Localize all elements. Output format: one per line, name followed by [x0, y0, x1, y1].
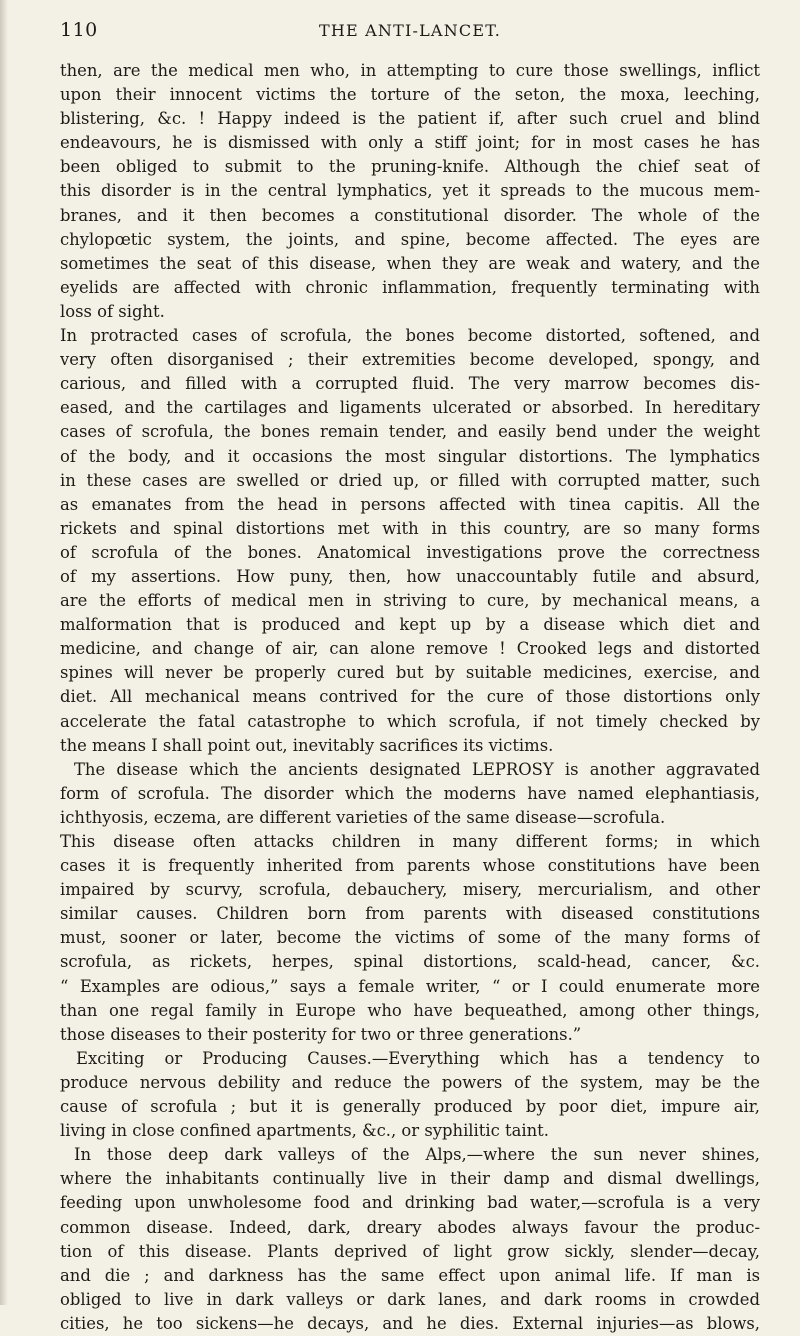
- text-line: cases of scrofula, the bones remain tender, and easily bend under the weight: [60, 422, 760, 442]
- text-line: impaired by scurvy, scrofula, debauchery, misery, mercurialism, and other: [60, 880, 760, 900]
- text-line: medicine, and change of air, can alone remove ! Crooked legs and distorted: [60, 639, 760, 659]
- text-line: produce nervous debility and reduce the powers of the system, may be the: [60, 1072, 760, 1092]
- body-text: [60, 59, 760, 1336]
- text-line: of scrofula of the bones. Anatomical investigations prove the correctness: [60, 542, 760, 562]
- text-line: living in close confined apartments, &c., or syphilitic taint.: [60, 1121, 549, 1141]
- text-line: sometimes the seat of this disease, when they are weak and watery, and the: [60, 253, 760, 273]
- text-line: the means I shall point out, inevitably sacrifices its victims.: [60, 735, 554, 755]
- text-line: similar causes. Children born from parents with diseased constitutions: [60, 904, 760, 924]
- text-line: cities, he too sickens—he decays, and he dies. External injuries—as blows,: [60, 1313, 760, 1333]
- text-line: cases it is frequently inherited from parents whose constitutions have been: [60, 856, 760, 876]
- text-line: obliged to live in dark valleys or dark lanes, and dark rooms in crowded: [60, 1289, 760, 1309]
- text-line: malformation that is produced and kept up by a disease which diet and: [60, 615, 760, 635]
- text-line: are the efforts of medical men in striving to cure, by mechanical means, a: [60, 591, 760, 611]
- page-header: [60, 19, 760, 43]
- text-line: In those deep dark valleys of the Alps,—where the sun never shines,: [74, 1145, 760, 1165]
- text-line: very often disorganised ; their extremities become developed, spongy, and: [60, 350, 760, 370]
- text-line: spines will never be properly cured but by suitable medicines, exercise, and: [60, 663, 760, 683]
- text-line: of my assertions. How puny, then, how unaccountably futile and absurd,: [60, 566, 760, 586]
- text-line: carious, and filled with a corrupted fluid. The very marrow becomes dis-: [60, 374, 760, 394]
- text-line: as emanates from the head in persons affected with tinea capitis. All the: [60, 494, 760, 514]
- text-line: scrofula, as rickets, herpes, spinal distortions, scald-head, cancer, &c.: [60, 952, 760, 972]
- page-number: 110: [60, 19, 98, 41]
- text-line: diet. All mechanical means contrived for the cure of those distortions only: [60, 687, 760, 707]
- running-head: THE ANTI-LANCET.: [318, 21, 502, 40]
- text-line: chylopœtic system, the joints, and spine, become affected. The eyes are: [60, 229, 760, 249]
- page-gutter-shadow: [0, 0, 8, 1305]
- text-line: feeding upon unwholesome food and drinking bad water,—scrofula is a very: [60, 1193, 760, 1213]
- text-line: ichthyosis, eczema, are different varieties of the same disease—scrofula.: [60, 807, 666, 827]
- text-line: rickets and spinal distortions met with in this country, are so many forms: [60, 518, 760, 538]
- text-line: branes, and it then becomes a constitutional disorder. The whole of the: [60, 205, 760, 225]
- text-line: then, are the medical men who, in attempting to cure those swellings, inflict: [60, 61, 760, 80]
- text-line: eased, and the cartilages and ligaments ulcerated or absorbed. In hereditary: [60, 398, 760, 418]
- text-line: where the inhabitants continually live in their damp and dismal dwellings,: [60, 1169, 760, 1189]
- text-line: In protracted cases of scrofula, the bones become distorted, softened, and: [60, 326, 760, 346]
- text-line: tion of this disease. Plants deprived of light grow sickly, slender—decay,: [60, 1241, 760, 1261]
- text-line: form of scrofula. The disorder which the moderns have named elephantiasis,: [60, 783, 760, 803]
- text-line: must, sooner or later, become the victims of some of the many forms of: [60, 928, 760, 948]
- text-line: this disorder is in the central lymphatics, yet it spreads to the mucous mem-: [60, 181, 760, 201]
- text-line: cause of scrofula ; but it is generally produced by poor diet, impure air,: [60, 1097, 760, 1117]
- text-line: The disease which the ancients designated LEPROSY is another aggravated: [74, 759, 760, 779]
- text-line: endeavours, he is dismissed with only a stiff joint; for in most cases he has: [60, 133, 760, 153]
- text-line: upon their innocent victims the torture of the seton, the moxa, leeching,: [60, 85, 760, 105]
- text-line: and die ; and darkness has the same effect upon animal life. If man is: [60, 1265, 760, 1285]
- text-line: than one regal family in Europe who have bequeathed, among other things,: [60, 1000, 760, 1020]
- text-line: loss of sight.: [60, 301, 165, 321]
- text-line: eyelids are affected with chronic inflammation, frequently terminating with: [60, 277, 760, 297]
- text-line: accelerate the fatal catastrophe to which scrofula, if not timely checked by: [60, 711, 760, 731]
- text-line: blistering, &c. ! Happy indeed is the patient if, after such cruel and blind: [60, 109, 760, 129]
- text-line: in these cases are swelled or dried up, or filled with corrupted matter, such: [60, 470, 760, 490]
- text-line: Exciting or Producing Causes.—Everything which has a tendency to: [76, 1048, 760, 1068]
- text-line: common disease. Indeed, dark, dreary abodes always favour the produc-: [60, 1217, 760, 1237]
- text-line: of the body, and it occasions the most singular distortions. The lymphatics: [60, 446, 760, 466]
- text-line: been obliged to submit to the pruning-knife. Although the chief seat of: [60, 157, 760, 177]
- text-line: This disease often attacks children in many different forms; in which: [60, 832, 760, 851]
- text-line: those diseases to their posterity for two or three generations.”: [60, 1024, 582, 1044]
- text-line: “ Examples are odious,” says a female writer, “ or I could enumerate more: [60, 976, 760, 996]
